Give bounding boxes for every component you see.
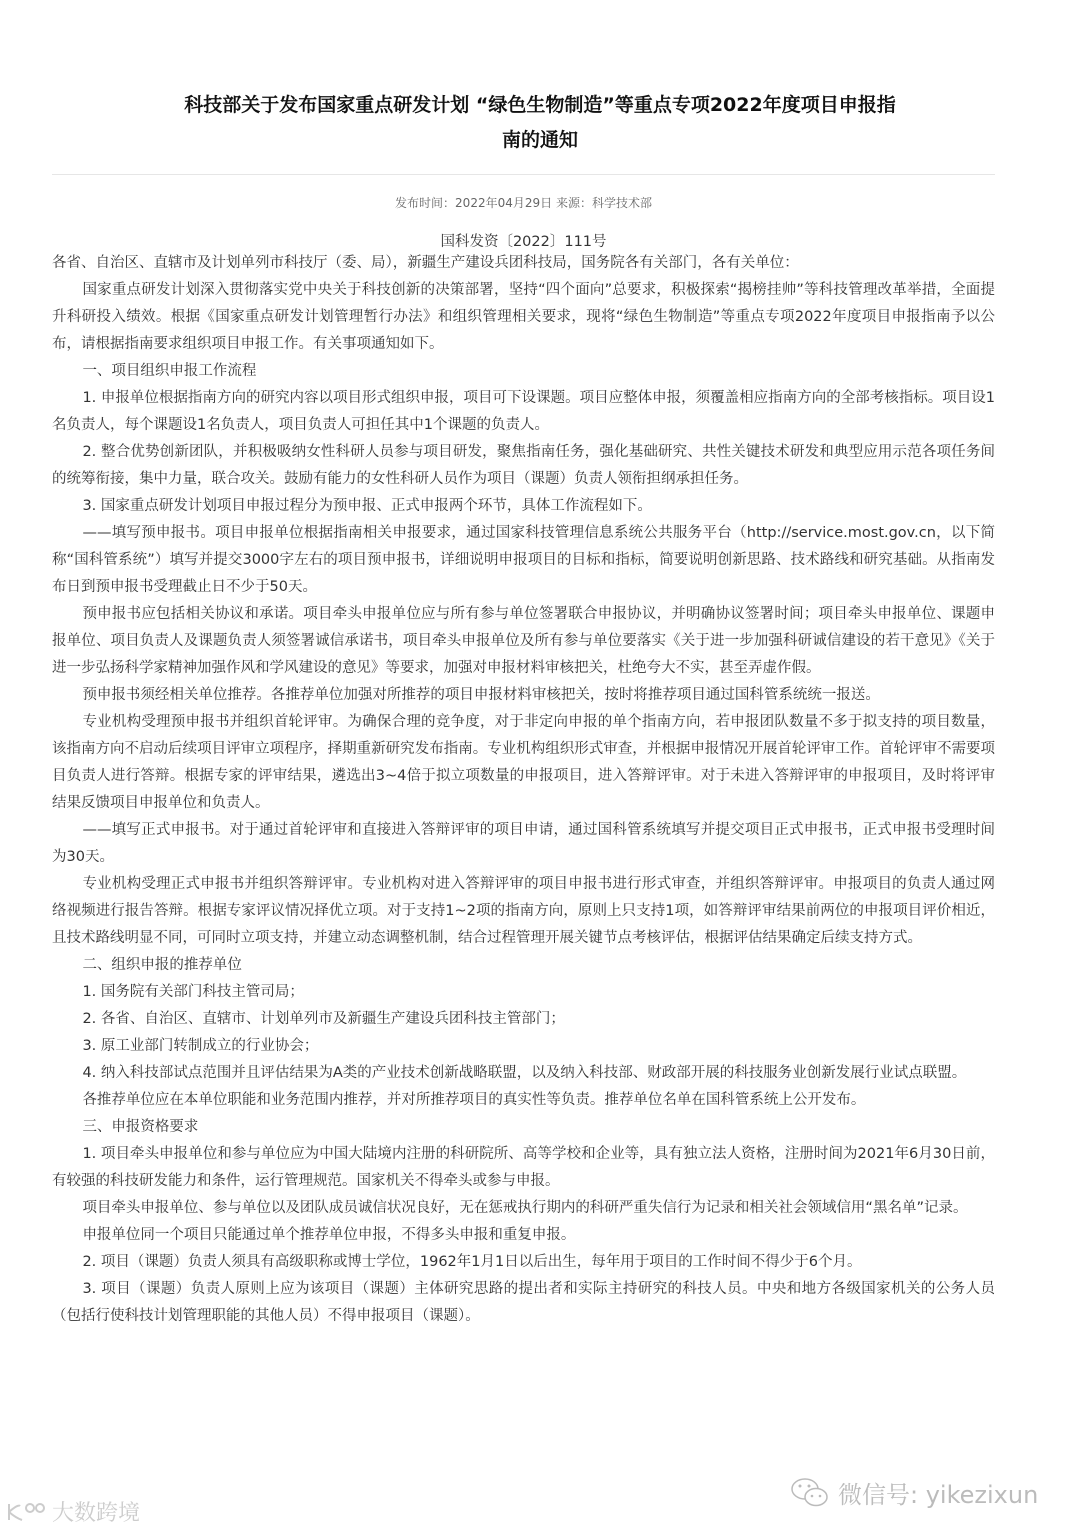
paragraph: 国家重点研发计划深入贯彻落实党中央关于科技创新的决策部署，坚持“四个面向”总要求，积极探索“揭榜挂帅”等科技管理改革举措，全面提升科研投入绩效。根据《国家重点研发计划管理暂行办法》和组织管理相关要求，现将“绿色生物制造”等重点专项2022年度项目申报指南予以公布，请根据指南要求组织项目申报工作。有关事项通知如下。 xyxy=(52,282,995,352)
brand-text: 大数跨境 xyxy=(52,1501,141,1526)
wechat-id-text: 微信号: yikezixun xyxy=(838,1481,1039,1509)
paragraph: 申报单位同一个项目只能通过单个推荐单位申报，不得多头申报和重复申报。 xyxy=(82,1227,576,1243)
brand-logo-icon xyxy=(6,1500,48,1524)
paragraph: 2. 项目（课题）负责人须具有高级职称或博士学位，1962年1月1日以后出生，每年用于项目的工作时间不得少于6个月。 xyxy=(82,1254,862,1270)
paragraph: 专业机构受理预申报书并组织首轮评审。为确保合理的竞争度，对于非定向申报的单个指南方向，若申报团队数量不多于拟支持的项目数量，该指南方向不启动后续项目评审立项程序，择期重新研究发布指南。专业机构组织形式审查，并根据申报情况开展首轮评审工作。首轮评审不需要项目负责人进行答辩。根据专家的评审结果，遴选出3~4倍于拟立项数量的申报项目，进入答辩评审。对于未进入答辩评审的申报项目，及时将评审结果反馈项目申报单位和负责人。 xyxy=(52,714,995,811)
paragraph: 1. 申报单位根据指南方向的研究内容以项目形式组织申报，项目可下设课题。项目应整体申报，须覆盖相应指南方向的全部考核指标。项目设1名负责人，每个课题设1名负责人，项目负责人可担任其中1个课题的负责人。 xyxy=(52,390,995,433)
paragraph: 专业机构受理正式申报书并组织答辩评审。专业机构对进入答辩评审的项目申报书进行形式审查，并组织答辩评审。申报项目的负责人通过网络视频进行报告答辩。根据专家评议情况择优立项。对于支持1~2项的指南方向，原则上只支持1项，如答辩评审结果前两位的申报项目评价相近，且技术路线明显不同，可同时立项支持，并建立动态调整机制，结合过程管理开展关键节点考核评估，根据评估结果确定后续支持方式。 xyxy=(52,876,995,946)
document-number: 国科发资〔2022〕111号 xyxy=(440,234,607,250)
wechat-watermark xyxy=(790,1475,1038,1510)
page-title xyxy=(120,88,960,158)
paragraph: 2. 整合优势创新团队，并积极吸纳女性科研人员参与项目研发，聚焦指南任务，强化基础研究、共性关键技术研发和典型应用示范各项任务间的统筹衔接，集中力量，联合攻关。鼓励有能力的女性科研人员作为项目（课题）负责人领衔担纲承担任务。 xyxy=(52,444,995,487)
article-body xyxy=(52,250,995,1330)
brand-watermark xyxy=(6,1496,140,1527)
paragraph: 2. 各省、自治区、直辖市、计划单列市及新疆生产建设兵团科技主管部门； xyxy=(82,1011,565,1027)
paragraph: 3. 原工业部门转制成立的行业协会； xyxy=(82,1038,319,1054)
paragraph: 4. 纳入科技部试点范围并且评估结果为A类的产业技术创新战略联盟，以及纳入科技部、财政部开展的科技服务业创新发展行业试点联盟。 xyxy=(82,1065,967,1081)
paragraph: ——填写正式申报书。对于通过首轮评审和直接进入答辩评审的项目申请，通过国科管系统填写并提交项目正式申报书，正式申报书受理时间为30天。 xyxy=(52,822,995,865)
paragraph: 各推荐单位应在本单位职能和业务范围内推荐，并对所推荐项目的真实性等负责。推荐单位名单在国科管系统上公开发布。 xyxy=(82,1092,866,1108)
title-line-1: 科技部关于发布国家重点研发计划 “绿色生物制造”等重点专项2022年度项目申报指 xyxy=(184,94,896,116)
wechat-icon xyxy=(790,1476,830,1510)
paragraph: 1. 项目牵头申报单位和参与单位应为中国大陆境内注册的科研院所、高等学校和企业等，具有独立法人资格，注册时间为2021年6月30日前，有较强的科技研发能力和条件，运行管理规范。国家机关不得牵头或参与申报。 xyxy=(52,1146,995,1189)
paragraph: 项目牵头申报单位、参与单位以及团队成员诚信状况良好，无在惩戒执行期内的科研严重失信行为记录和相关社会领域信用“黑名单”记录。 xyxy=(82,1200,968,1216)
publish-meta: 发布时间：2022年04月29日 来源：科学技术部 xyxy=(395,196,652,210)
paragraph: 1. 国务院有关部门科技主管司局； xyxy=(82,984,304,1000)
paragraph: 二、组织申报的推荐单位 xyxy=(82,957,242,973)
paragraph: 三、申报资格要求 xyxy=(82,1119,199,1135)
paragraph: 一、项目组织申报工作流程 xyxy=(82,363,257,379)
paragraph: 预申报书应包括相关协议和承诺。项目牵头申报单位应与所有参与单位签署联合申报协议，并明确协议签署时间；项目牵头申报单位、课题申报单位、项目负责人及课题负责人须签署诚信承诺书，项目牵头申报单位及所有参与单位要落实《关于进一步加强科研诚信建设的若干意见》《关于进一步弘扬科学家精神加强作风和学风建设的意见》等要求，加强对申报材料审核把关，杜绝夸大不实，甚至弄虚作假。 xyxy=(52,606,995,676)
paragraph: 各省、自治区、直辖市及计划单列市科技厅（委、局），新疆生产建设兵团科技局，国务院各有关部门，各有关单位： xyxy=(52,255,799,271)
paragraph: ——填写预申报书。项目申报单位根据指南相关申报要求，通过国家科技管理信息系统公共服务平台（http://service.most.gov.cn，以下简称“国科管系统”）填写并提交3000字左右的项目预申报书，详细说明申报项目的目标和指标，简要说明创新思路、技术路线和研究基础。从指南发布日到预申报书受理截止日不少于50天。 xyxy=(52,525,995,595)
paragraph: 预申报书须经相关单位推荐。各推荐单位加强对所推荐的项目申报材料审核把关，按时将推荐项目通过国科管系统统一报送。 xyxy=(82,687,880,703)
paragraph: 3. 国家重点研发计划项目申报过程分为预申报、正式申报两个环节，具体工作流程如下。 xyxy=(82,498,652,514)
paragraph: 3. 项目（课题）负责人原则上应为该项目（课题）主体研究思路的提出者和实际主持研究的科技人员。中央和地方各级国家机关的公务人员（包括行使科技计划管理职能的其他人员）不得申报项目（课题）。 xyxy=(52,1281,995,1324)
title-line-2: 南的通知 xyxy=(501,129,578,151)
title-divider xyxy=(52,174,995,175)
